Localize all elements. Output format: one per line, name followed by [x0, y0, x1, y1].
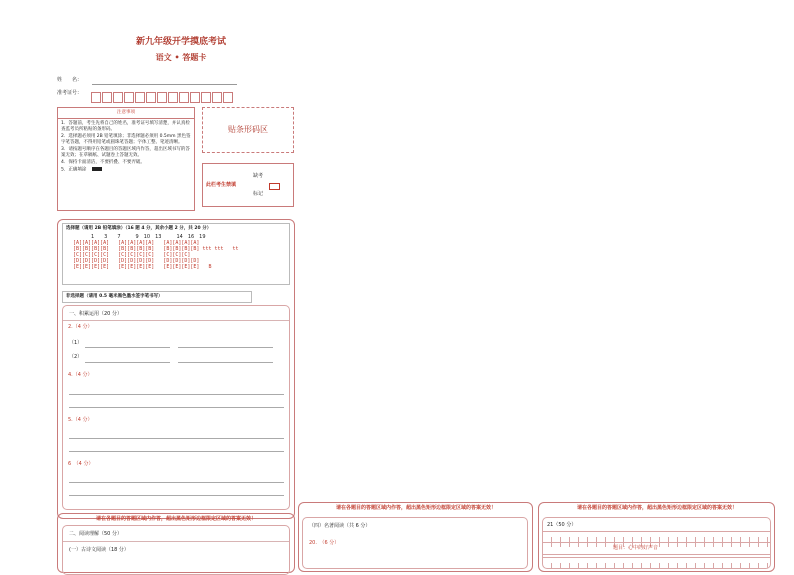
notice-item: 3．请按题号顺序在各题目的答题区域内作答，超出区域书写的答案无效；在草稿纸、试题卷上答题无效。 [61, 147, 190, 158]
notice-item: 1．答题前，考生先将自己的姓名，准考证号填写清楚，并认真检查监考员所粘贴的条形码。 [61, 121, 190, 132]
q2-part1-answer-line[interactable] [85, 347, 170, 348]
choice-row-a[interactable]: [A][A][A][A] [A][A][A][A] [A][A][A][A] [73, 240, 200, 246]
q2-part1-label: （1） [69, 340, 83, 346]
nonchoice-header-box [62, 291, 252, 303]
absent-box [202, 163, 294, 207]
choice-header: 选择题（请用 2B 铅笔填涂）（16 题 4 分，其余小题 2 分，共 20 分） [66, 226, 212, 231]
section2-box [62, 525, 290, 575]
page-title: 新九年级开学摸底考试 [135, 37, 226, 47]
nonchoice-header: 非选择题（请用 0.5 毫米黑色墨水签字笔书写） [66, 294, 163, 299]
notice-item: 4．保持卡面清洁，不要折叠、不要弄破。 [61, 160, 145, 165]
name-field[interactable] [92, 84, 237, 85]
q2-label: 2.（4 分） [68, 324, 93, 330]
q2-part2-answer-line-2[interactable] [178, 362, 273, 363]
q4-answer-line[interactable] [69, 407, 284, 408]
q2-part2-label: （2） [69, 354, 83, 360]
warning-right: 请在各题目的答题区域内作答，超出黑色矩形边框限定区域的答案无效！ [576, 505, 737, 511]
mid-section-title: （四）名著阅读（共 6 分） [309, 523, 371, 529]
essay-box [542, 517, 771, 569]
q6-label: 6 （4 分） [68, 461, 94, 467]
id-boxes[interactable] [91, 88, 241, 100]
choice-row-e[interactable]: [E][E][E][E] [E][E][E][E] [E][E][E][E] B [73, 264, 212, 270]
q20-label: 20. （6 分） [309, 540, 340, 546]
q2-part1-answer-line-2[interactable] [178, 347, 273, 348]
section2-title: 二、阅读理解（50 分） [69, 531, 122, 537]
essay-grid-row[interactable] [543, 531, 770, 543]
notice-box [57, 107, 195, 211]
section2-sub: (一）古诗文阅读（18 分） [69, 547, 129, 553]
essay-grid-row[interactable] [543, 557, 770, 568]
absent-note: 此栏考生禁填 [206, 182, 237, 188]
id-label: 准考证号： [57, 90, 83, 96]
absent-checkbox[interactable] [269, 183, 280, 190]
page-subtitle: 语文 • 答题卡 [155, 53, 207, 62]
absent-mark-label: 标记 [253, 191, 264, 197]
q5-label: 5.（4 分） [68, 417, 93, 423]
essay-topic: 题目：心中的好声音 [613, 545, 659, 551]
q4-answer-line[interactable] [69, 394, 284, 395]
notice-title: 注意事项 [58, 108, 194, 119]
q5-answer-line[interactable] [69, 438, 284, 439]
barcode-label: 贴条形码区 [228, 125, 268, 134]
choice-row-b[interactable]: [B][B][B][B] [B][B][B][B] [B][B][B][B] ttt ttt tt [73, 246, 239, 252]
filled-mark-icon [92, 167, 102, 171]
q6-answer-line[interactable] [69, 495, 284, 496]
q2-part2-answer-line[interactable] [85, 362, 170, 363]
choice-row-d[interactable]: [D][D][D][D] [D][D][D][D] [D][D][D][D] [73, 258, 200, 264]
notice-item: 5．正确填涂 [61, 167, 87, 173]
name-label: 姓 名： [57, 77, 83, 83]
q21-label: 21（50 分） [547, 522, 577, 528]
warning-mid: 请在各题目的答题区域内作答，超出黑色矩形边框限定区域的答案无效！ [335, 505, 496, 511]
section1-title: 一、积累运用（20 分） [69, 311, 122, 317]
essay-title-row[interactable] [543, 544, 770, 555]
choice-numbers: 1 3 7 9 10 13 14 16 19 [91, 234, 206, 240]
section1-box [62, 305, 290, 510]
q6-answer-line[interactable] [69, 482, 284, 483]
warning-left: 请在各题目的答题区域内作答，超出黑色矩形边框限定区域的答案无效！ [95, 516, 256, 522]
q4-label: 4.（4 分） [68, 372, 93, 378]
mid-section-box [302, 517, 528, 569]
choice-section [62, 223, 290, 285]
barcode-area [202, 107, 294, 153]
notice-item: 2．选择题必须用 2B 铅笔填涂；非选择题必须用 0.5mm 黑色签字笔答题，不得用铅笔或圆珠笔答题；字体工整、笔迹清晰。 [61, 134, 191, 145]
choice-row-c[interactable]: [C][C][C][C] [C][C][C][C] [C][C][C] [73, 252, 191, 258]
absent-label: 缺考 [253, 173, 264, 179]
q5-answer-line[interactable] [69, 451, 284, 452]
